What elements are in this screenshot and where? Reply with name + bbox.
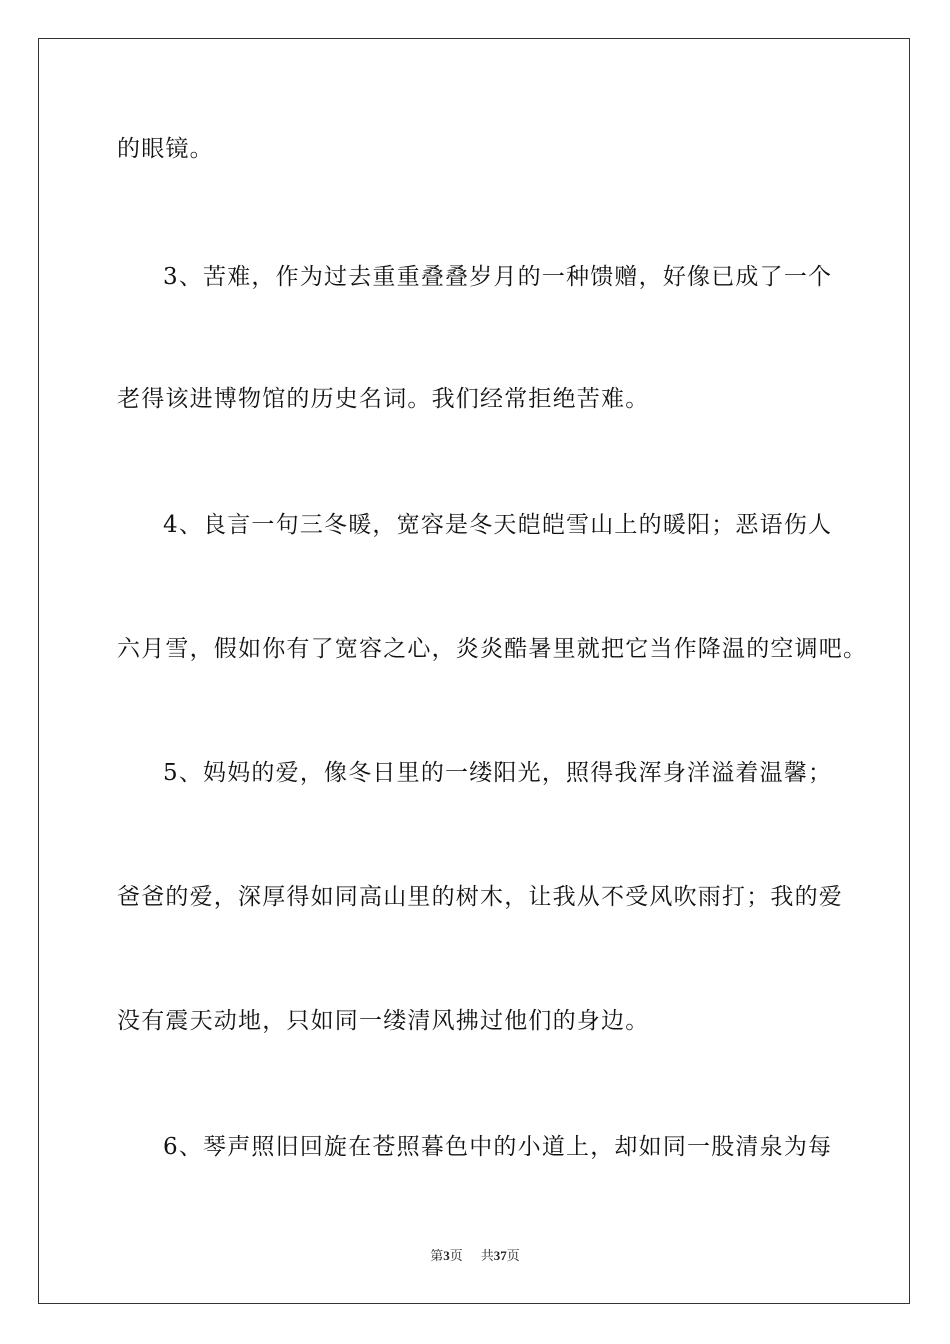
text-line-2: 3、苦难，作为过去重重叠叠岁月的一种馈赠，好像已成了一个 xyxy=(163,264,833,290)
footer-page-current: 3 xyxy=(443,1248,450,1263)
page-footer xyxy=(0,1247,950,1265)
footer-page-total: 37 xyxy=(493,1248,507,1263)
text-line-3: 老得该进博物馆的历史名词。我们经常拒绝苦难。 xyxy=(117,386,650,412)
text-line-9: 6、琴声照旧回旋在苍照暮色中的小道上，却如同一股清泉为每 xyxy=(163,1134,833,1160)
text-line-5: 六月雪，假如你有了宽容之心，炎炎酷暑里就把它当作降温的空调吧。 xyxy=(117,636,868,662)
footer-page-unit: 页 xyxy=(449,1248,463,1263)
text-line-4: 4、良言一句三冬暖，宽容是冬天皑皑雪山上的暖阳；恶语伤人 xyxy=(163,512,833,538)
footer-total-unit: 页 xyxy=(506,1248,520,1263)
text-line-8: 没有震天动地，只如同一缕清风拂过他们的身边。 xyxy=(117,1008,650,1034)
footer-total-prefix: 共 xyxy=(480,1248,494,1263)
text-line-1: 的眼镜。 xyxy=(117,136,214,162)
footer-page-prefix: 第 xyxy=(430,1248,444,1263)
page-border xyxy=(38,38,910,1304)
text-line-7: 爸爸的爱，深厚得如同高山里的树木，让我从不受风吹雨打；我的爱 xyxy=(117,884,843,910)
text-line-6: 5、妈妈的爱，像冬日里的一缕阳光，照得我浑身洋溢着温馨； xyxy=(163,760,833,786)
